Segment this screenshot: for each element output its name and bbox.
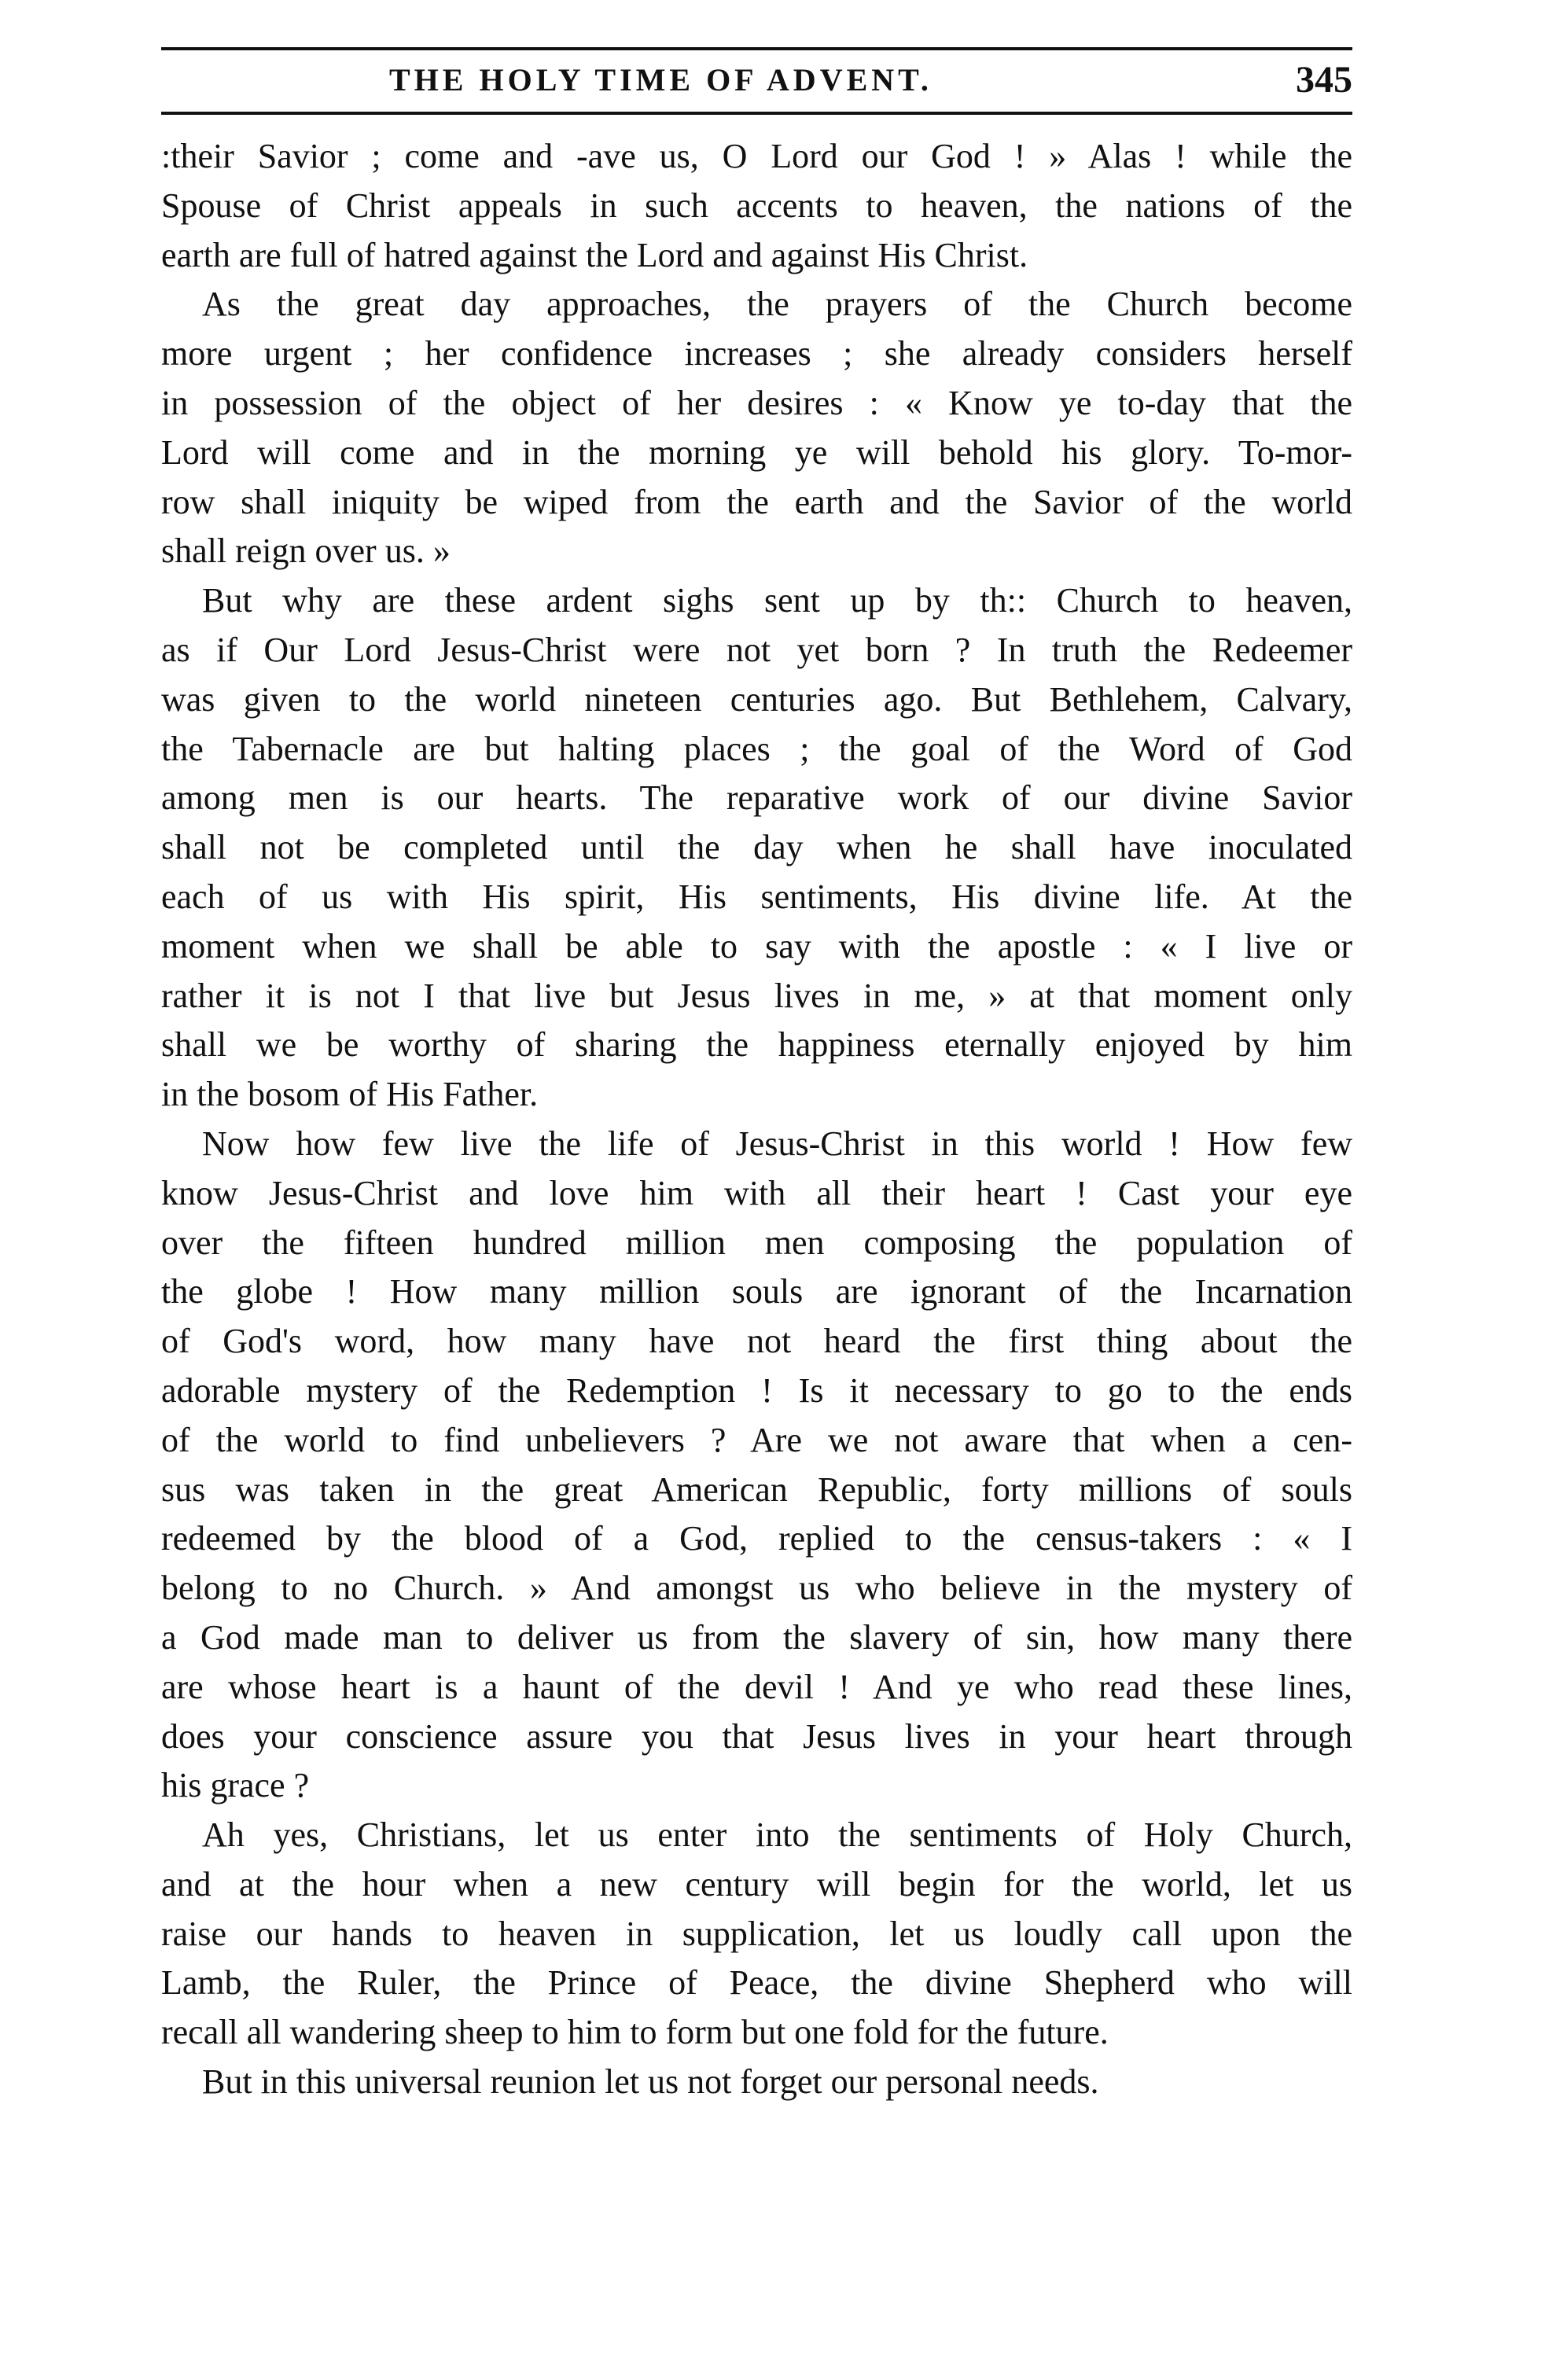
text-line: as if Our Lord Jesus-Christ were not yet born ? In truth the Redeemer: [161, 630, 1352, 669]
body-text: [161, 132, 1352, 2107]
text-line: adorable mystery of the Redemption ! Is it necessary to go to the ends: [161, 1370, 1352, 1410]
text-line: shall not be completed until the day when he shall have inoculated: [161, 828, 1352, 867]
text-line: among men is our hearts. The reparative work of our divine Savior: [161, 778, 1352, 818]
running-header: [161, 47, 1352, 115]
text-line: belong to no Church. » And amongst us who believe in the mystery of: [161, 1569, 1352, 1608]
text-line: sus was taken in the great American Republic, forty millions of souls: [161, 1470, 1352, 1509]
text-line: Ah yes, Christians, let us enter into the sentiments of Holy Church,: [202, 1815, 1352, 1855]
page-number: 345: [1296, 59, 1352, 101]
text-line: earth are full of hatred against the Lord and against His Christ.: [161, 235, 1028, 274]
text-line: rather it is not I that live but Jesus lives in me, » at that moment only: [161, 976, 1352, 1015]
text-line: raise our hands to heaven in supplication, let us loudly call upon the: [161, 1914, 1352, 1953]
text-line: :their Savior ; come and -ave us, O Lord our God ! » Alas ! while the: [161, 137, 1352, 175]
text-line: the globe ! How many million souls are ignorant of the Incarnation: [161, 1272, 1352, 1311]
text-line: know Jesus-Christ and love him with all their heart ! Cast your eye: [161, 1173, 1352, 1212]
text-line: in the bosom of His Father.: [161, 1075, 539, 1114]
text-line: shall we be worthy of sharing the happiness eternally enjoyed by him: [161, 1025, 1352, 1065]
text-line: Lord will come and in the morning ye will behold his glory. To-mor-: [161, 432, 1352, 472]
paragraph: [161, 576, 1352, 1120]
paragraph: [161, 2058, 1352, 2107]
text-line: Now how few live the life of Jesus-Christ in this world ! How few: [202, 1124, 1352, 1163]
text-line: over the fifteen hundred million men composing the population of: [161, 1223, 1352, 1262]
text-line: does your conscience assure you that Jesus lives in your heart through: [161, 1716, 1352, 1756]
text-line: the Tabernacle are but halting places ; the goal of the Word of God: [161, 729, 1352, 768]
text-line: Spouse of Christ appeals in such accents to heaven, the nations of the: [161, 186, 1352, 225]
text-line: redeemed by the blood of a God, replied to the census-takers : « I: [161, 1519, 1352, 1558]
text-line: recall all wandering sheep to him to form but one fold for the future.: [161, 2013, 1109, 2052]
paragraph: [161, 1811, 1352, 2058]
text-line: each of us with His spirit, His sentiments, His divine life. At the: [161, 877, 1352, 916]
text-line: shall reign over us. »: [161, 532, 451, 571]
paragraph: [161, 280, 1352, 576]
text-line: But why are these ardent sighs sent up by th:: Church to heaven,: [202, 581, 1352, 620]
text-line: Lamb, the Ruler, the Prince of Peace, the divine Shepherd who will: [161, 1963, 1352, 2003]
text-line: a God made man to deliver us from the slavery of sin, how many there: [161, 1617, 1352, 1657]
text-line: row shall iniquity be wiped from the earth and the Savior of the world: [161, 482, 1352, 521]
text-line: and at the hour when a new century will begin for the world, let us: [161, 1864, 1352, 1904]
text-line: of the world to find unbelievers ? Are we not aware that when a cen-: [161, 1420, 1352, 1459]
text-line: was given to the world nineteen centuries ago. But Bethlehem, Calvary,: [161, 679, 1352, 719]
text-line: As the great day approaches, the prayers of the Church become: [202, 285, 1352, 324]
running-head-title: THE HOLY TIME OF ADVENT.: [389, 62, 933, 97]
text-line: in possession of the object of her desires : « Know ye to-day that the: [161, 383, 1352, 422]
text-line: But in this universal reunion let us not forget our personal needs.: [202, 2062, 1099, 2102]
text-line: of God's word, how many have not heard the first thing about the: [161, 1322, 1352, 1361]
text-line: more urgent ; her confidence increases ; she already considers herself: [161, 334, 1352, 373]
text-line: his grace ?: [161, 1766, 310, 1805]
text-line: moment when we shall be able to say with the apostle : « I live or: [161, 926, 1352, 966]
text-line: are whose heart is a haunt of the devil ! And ye who read these lines,: [161, 1667, 1352, 1706]
paragraph: [161, 132, 1352, 280]
paragraph: [161, 1120, 1352, 1811]
